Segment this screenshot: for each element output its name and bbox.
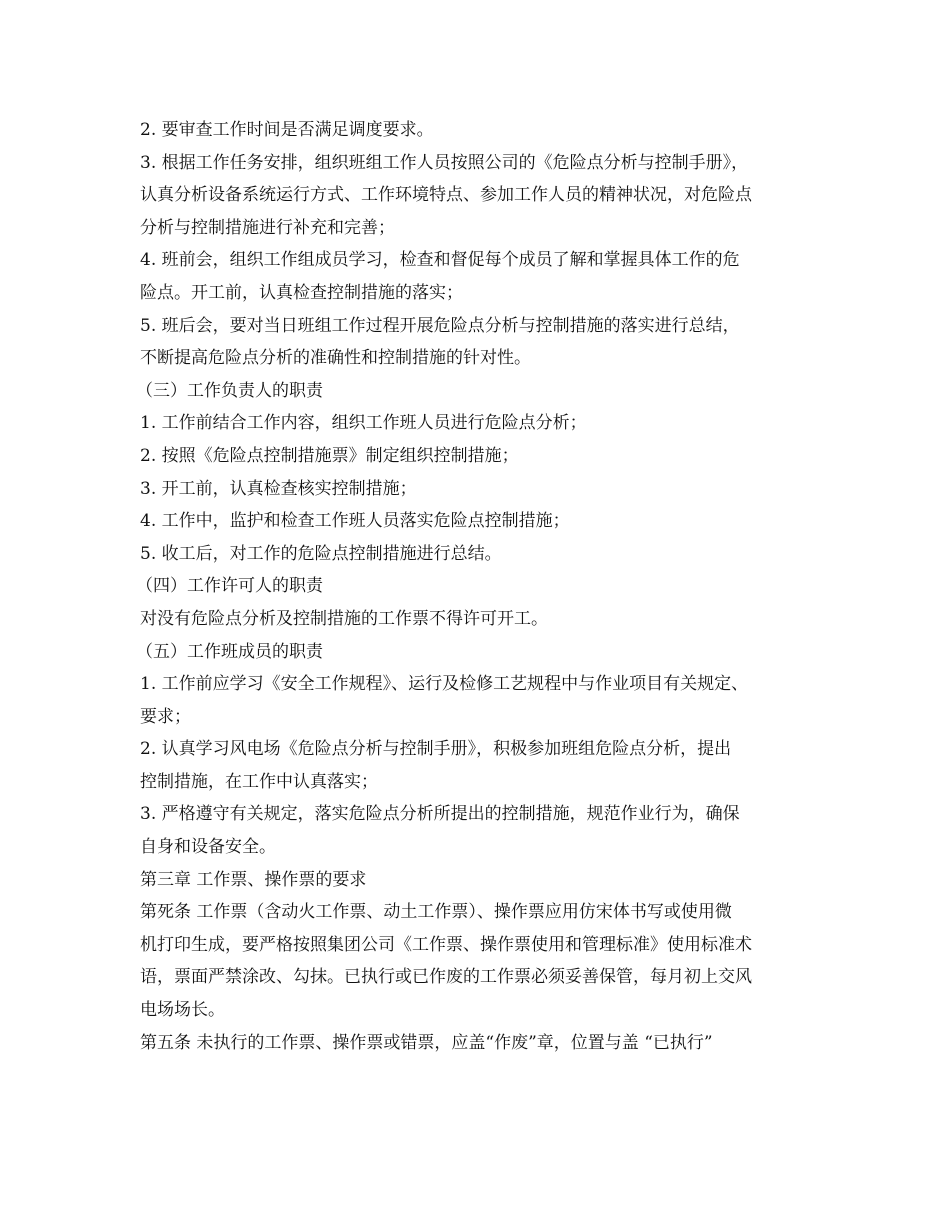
document-body	[136, 114, 840, 1059]
text-line: 1. 工作前应学习《安全工作规程》、运行及检修工艺规程中与作业项目有关规定、	[140, 674, 749, 695]
text-line: 机打印生成，要严格按照集团公司《工作票、操作票使用和管理标准》使用标准术	[140, 934, 752, 955]
text-line: 3. 严格遵守有关规定，落实危险点分析所提出的控制措施，规范作业行为，确保	[140, 804, 740, 825]
text-line: 认真分析设备系统运行方式、工作环境特点、参加工作人员的精神状况，对危险点	[140, 185, 752, 206]
text-line: 3. 开工前，认真检查核实控制措施；	[140, 478, 417, 499]
text-line: 2. 按照《危险点控制措施票》制定组织控制措施；	[140, 445, 519, 466]
text-line: 控制措施，在工作中认真落实；	[140, 771, 378, 792]
text-line: 第死条 工作票（含动火工作票、动土工作票）、操作票应用仿宋体书写或使用微	[140, 902, 732, 923]
text-line: 2. 要审查工作时间是否满足调度要求。	[140, 120, 434, 140]
text-line: 5. 班后会，要对当日班组工作过程开展危险点分析与控制措施的落实进行总结，	[140, 315, 740, 336]
section-heading: （五）工作班成员的职责	[136, 641, 323, 662]
text-line: 险点。开工前，认真检查控制措施的落实；	[140, 282, 463, 303]
text-line: 对没有危险点分析及控制措施的工作票不得许可开工。	[140, 608, 548, 629]
text-line: 1. 工作前结合工作内容，组织工作班人员进行危险点分析；	[140, 413, 587, 434]
text-line: 3. 根据工作任务安排，组织班组工作人员按照公司的《危险点分析与控制手册》，	[140, 152, 749, 173]
section-heading: （四）工作许可人的职责	[136, 576, 323, 597]
text-line: 2. 认真学习风电场《危险点分析与控制手册》，积极参加班组危险点分析，提出	[140, 739, 732, 760]
text-line: 4. 工作中，监护和检查工作班人员落实危险点控制措施；	[140, 511, 570, 532]
text-line: 5. 收工后，对工作的危险点控制措施进行总结。	[140, 543, 502, 564]
text-line: 分析与控制措施进行补充和完善；	[140, 217, 395, 238]
section-heading: （三）工作负责人的职责	[136, 380, 323, 401]
chapter-heading: 第三章 工作票、操作票的要求	[140, 869, 367, 890]
text-line: 第五条 未执行的工作票、操作票或错票，应盖“作废”章，位置与盖 “已执行”	[140, 1032, 713, 1053]
text-line: 不断提高危险点分析的准确性和控制措施的针对性。	[140, 348, 531, 369]
text-line: 4. 班前会，组织工作组成员学习，检查和督促每个成员了解和掌握具体工作的危	[140, 250, 740, 271]
text-line: 要求；	[140, 706, 191, 727]
text-line: 自身和设备安全。	[140, 837, 276, 858]
text-line: 语，票面严禁涂改、勾抹。已执行或已作废的工作票必须妥善保管，每月初上交风	[140, 967, 752, 988]
text-line: 电场场长。	[140, 1000, 225, 1021]
